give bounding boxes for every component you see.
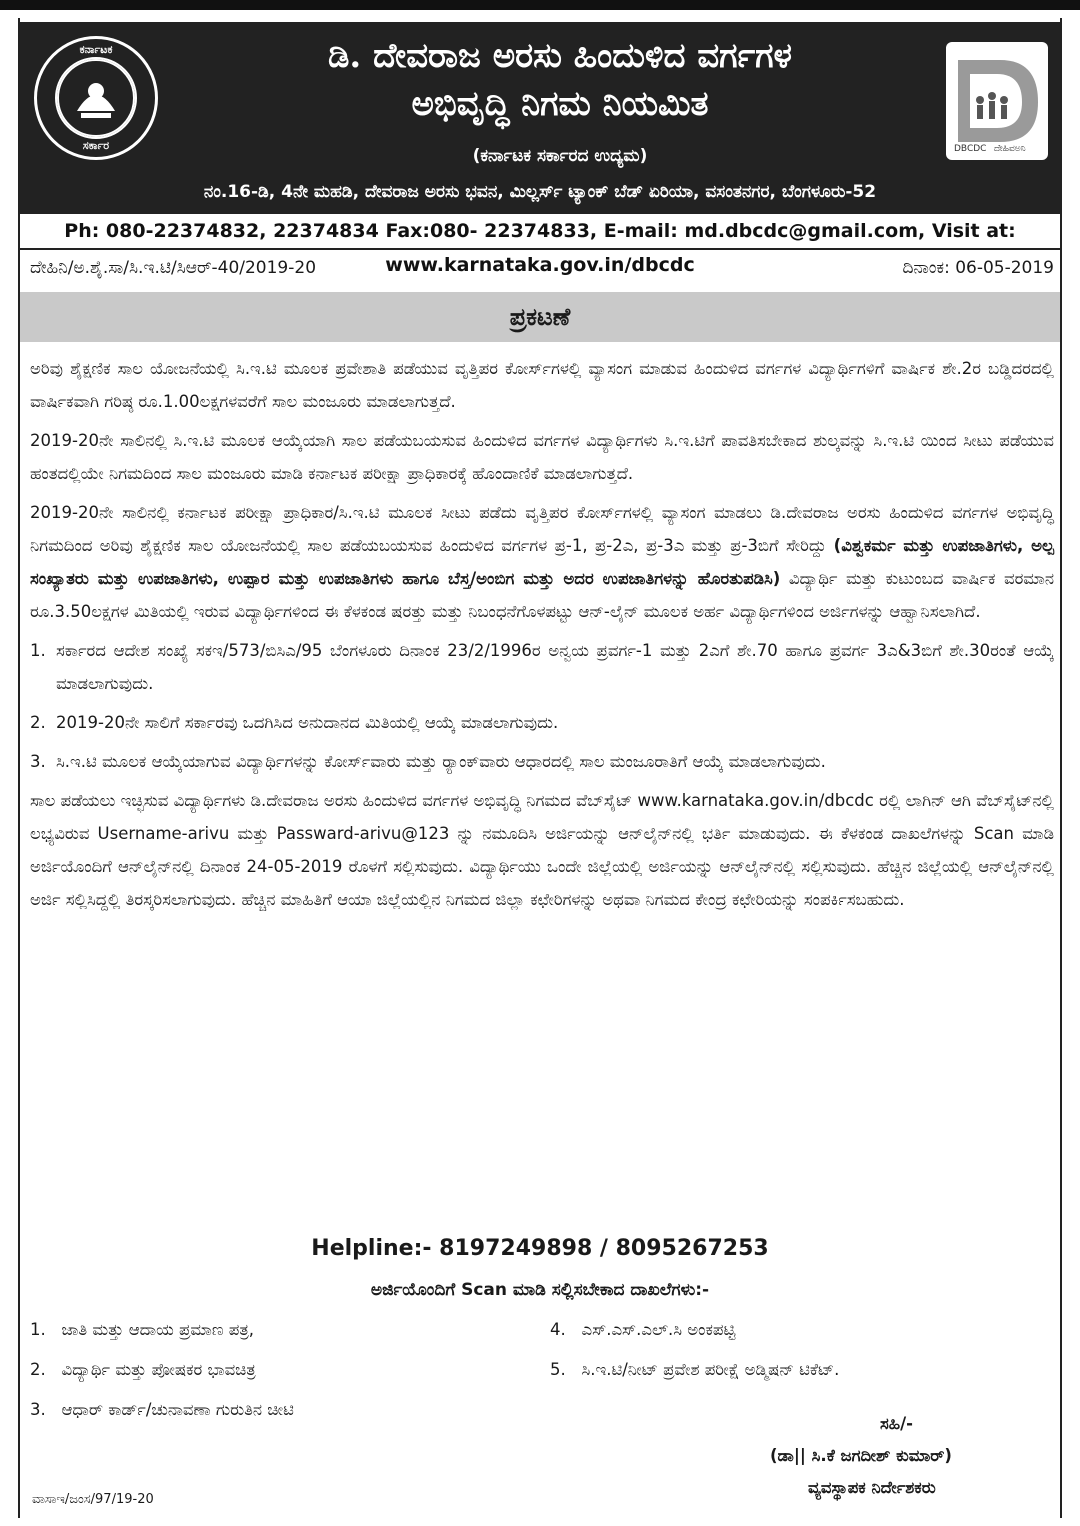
paragraph-4: ಸಾಲ ಪಡೆಯಲು ಇಚ್ಛಿಸುವ ವಿದ್ಯಾರ್ಥಿಗಳು ಡಿ.ದೇವರಾಜ ಅರಸು ಹಿಂದುಳಿದ ವರ್ಗಗಳ ಅಭಿವೃದ್ಧಿ ನಿಗಮದ ವೆಬ್‌ಸೈಟ್ www.karnataka.gov.in/dbcdc ರಲ್ಲಿ ಲಾಗಿನ್ ಆಗಿ ವೆಬ್‌ಸೈಟ್‌ನಲ್ಲಿ ಲಭ್ಯವಿರುವ Username-arivu ಮತ್ತು Passward-arivu@123 ನ್ನು ನಮೂದಿಸಿ ಅರ್ಜಿಯನ್ನು ಆನ್‌ಲೈನ್‌ನಲ್ಲಿ ಭರ್ತಿ ಮಾಡುವುದು. ಈ ಕೆಳಕಂಡ ದಾಖಲೆಗಳನ್ನು Scan ಮಾಡಿ ಅರ್ಜಿಯೊಂದಿಗೆ ಆನ್‌ಲೈನ್‌ನಲ್ಲಿ ದಿನಾಂಕ 24-05-2019 ರೊಳಗೆ ಸಲ್ಲಿಸುವುದು. ವಿದ್ಯಾರ್ಥಿಯು ಒಂದೇ ಜಿಲ್ಲೆಯಲ್ಲಿ ಅರ್ಜಿಯನ್ನು ಆನ್‌ಲೈನ್‌ನಲ್ಲಿ ಸಲ್ಲಿಸುವುದು. ಹೆಚ್ಚಿನ ಜಿಲ್ಲೆಯಲ್ಲಿ ಆನ್‌ಲೈನ್‌ನಲ್ಲಿ ಅರ್ಜಿ ಸಲ್ಲಿಸಿದ್ದಲ್ಲಿ ತಿರಸ್ಕರಿಸಲಾಗುವುದು. ಹೆಚ್ಚಿನ ಮಾಹಿತಿಗೆ ಆಯಾ ಜಿಲ್ಲೆಯಲ್ಲಿನ ನಿಗಮದ ಜಿಲ್ಲಾ ಕಛೇರಿಗಳನ್ನು ಅಥವಾ ನಿಗಮದ ಕೇಂದ್ರ ಕಛೇರಿಯನ್ನು ಸಂಪರ್ಕಿಸಬಹುದು. (30, 791, 1054, 909)
list-item: 1. ಜಾತಿ ಮತ್ತು ಆದಾಯ ಪ್ರಮಾಣ ಪತ್ರ, (30, 1320, 255, 1339)
org-title-line2: ಅಭಿವೃದ್ಧಿ ನಿಗಮ ನಿಯಮಿತ (411, 84, 709, 124)
list-item: 2. 2019-20ನೇ ಸಾಲಿಗೆ ಸರ್ಕಾರವು ಒದಗಿಸಿದ ಅನುದಾನದ ಮಿತಿಯಲ್ಲಿ ಆಯ್ಕೆ ಮಾಡಲಾಗುವುದು. (30, 713, 559, 732)
list-item: 1. ಸರ್ಕಾರದ ಆದೇಶ ಸಂಖ್ಯೆ ಸಕಇ/573/ಬಿಸಿಎ/95 ಬೆಂಗಳೂರು ದಿನಾಂಕ 23/2/1996ರ ಅನ್ವಯ ಪ್ರವರ್ಗ-1 ಮತ್ತು 2ಎಗೆ ಶೇ.70 ಹಾಗೂ ಪ್ರವರ್ಗ 3ಎ&3ಬಿಗೆ ಶೇ.30ರಂತೆ ಆಯ್ಕೆ ಮಾಡಲಾಗುವುದು. (30, 641, 1054, 693)
karnataka-seal-logo (34, 36, 158, 160)
seal-text-top: ಕರ್ನಾಟಕ (79, 43, 113, 56)
list-item: 4. ಎಸ್.ಎಸ್.ಎಲ್.ಸಿ ಅಂಕಪಟ್ಟಿ (550, 1320, 736, 1339)
paragraph-3c: ವಿದ್ಯಾರ್ಥಿ ಮತ್ತು ಕುಟುಂಬದ ವಾರ್ಷಿಕ ವರಮಾನ ರೂ.3.50ಲಕ್ಷಗಳ ಮಿತಿಯಲ್ಲಿ ಇರುವ ವಿದ್ಯಾರ್ಥಿಗಳಿಂದ ಈ ಕೆಳಕಂಡ ಷರತ್ತು ಮತ್ತು ನಿಬಂಧನೆಗೊಳಪಟ್ಟು ಆನ್-ಲೈನ್ ಮೂಲಕ ಅರ್ಹ ವಿದ್ಯಾರ್ಥಿಗಳಿಂದ ಅರ್ಜಿಗಳನ್ನು ಆಹ್ವಾನಿಸಲಾಗಿದೆ. (30, 569, 1054, 621)
paragraph-3a: 2019-20ನೇ ಸಾಲಿನಲ್ಲಿ ಕರ್ನಾಟಕ ಪರೀಕ್ಷಾ ಪ್ರಾಧಿಕಾರ/ಸಿ.ಇ.ಟಿ ಮೂಲಕ ಸೀಟು ಪಡೆದು ವೃತ್ತಿಪರ ಕೋರ್ಸ್‌ಗಳಲ್ಲಿ ವ್ಯಾಸಂಗ ಮಾಡಲು ಡಿ.ದೇವರಾಜ ಅರಸು ಹಿಂದುಳಿದ ವರ್ಗಗಳ ಅಭಿವೃದ್ಧಿ ನಿಗಮದಿಂದ ಅರಿವು ಶೈಕ್ಷಣಿಕ ಸಾಲ ಯೋಜನೆಯಲ್ಲಿ ಸಾಲ ಪಡೆಯಬಯಸುವ ಹಿಂದುಳಿದ ವರ್ಗಗಳ ಪ್ರ-1, ಪ್ರ-2ಎ, ಪ್ರ-3ಎ ಮತ್ತು ಪ್ರ-3ಬಿಗೆ ಸೇರಿದ್ದು (30, 503, 1054, 555)
org-contact: Ph: 080-22374832, 22374834 Fax:080- 22374833, E-mail: md.dbcdc@gmail.com, Visit at: www.karnataka.gov.in/dbcdc (20, 214, 1060, 250)
list-item: 2. ವಿದ್ಯಾರ್ಥಿ ಮತ್ತು ಪೋಷಕರ ಭಾವಚಿತ್ರ (30, 1360, 256, 1379)
paragraph-3 (30, 496, 1054, 628)
dbcdc-logo-icon (946, 42, 1048, 160)
org-title-line1: ಡಿ. ದೇವರಾಜ ಅರಸು ಹಿಂದುಳಿದ ವರ್ಗಗಳ (327, 36, 793, 76)
paragraph-1: ಅರಿವು ಶೈಕ್ಷಣಿಕ ಸಾಲ ಯೋಜನೆಯಲ್ಲಿ ಸಿ.ಇ.ಟಿ ಮೂಲಕ ಪ್ರವೇಶಾತಿ ಪಡೆಯುವ ವೃತ್ತಿಪರ ಕೋರ್ಸ್‌ಗಳಲ್ಲಿ ವ್ಯಾಸಂಗ ಮಾಡುವ ಹಿಂದುಳಿದ ವರ್ಗಗಳ ವಿದ್ಯಾರ್ಥಿಗಳಿಗೆ ವಾರ್ಷಿಕ ಶೇ.2ರ ಬಡ್ಡಿದರದಲ್ಲಿ ವಾರ್ಷಿಕವಾಗಿ ಗರಿಷ್ಠ ರೂ.1.00ಲಕ್ಷಗಳವರೆಗೆ ಸಾಲ ಮಂಜೂರು ಮಾಡಲಾಗುತ್ತದೆ. (30, 359, 1054, 411)
list-item: 3. ಆಧಾರ್ ಕಾರ್ಡ್/ಚುನಾವಣಾ ಗುರುತಿನ ಚೀಟಿ (30, 1400, 294, 1419)
seal-text-bottom: ಸರ್ಕಾರ (82, 139, 110, 152)
list-item: 3. ಸಿ.ಇ.ಟಿ ಮೂಲಕ ಆಯ್ಕೆಯಾಗುವ ವಿದ್ಯಾರ್ಥಿಗಳನ್ನು ಕೋರ್ಸ್‌ವಾರು ಮತ್ತು ರ್‍ಯಾಂಕ್‌ವಾರು ಆಧಾರದಲ್ಲಿ ಸಾಲ ಮಂಜೂರಾತಿಗೆ ಆಯ್ಕೆ ಮಾಡಲಾಗುವುದು. (30, 752, 826, 771)
list-item: 5. ಸಿ.ಇ.ಟಿ/ನೀಟ್ ಪ್ರವೇಶ ಪರೀಕ್ಷೆ ಅಡ್ಮಿಷನ್ ಟಿಕೆಟ್. (550, 1360, 840, 1379)
conditions-list (30, 634, 1054, 778)
dbcdc-logo (946, 42, 1048, 160)
reference-date: ದಿನಾಂಕ: 06-05-2019 (902, 258, 1054, 278)
reference-row (30, 258, 1054, 278)
helpline: Helpline:- 8197249898 / 8095267253 (311, 1236, 769, 1261)
logo-text: DBCDC (954, 144, 987, 154)
org-address: ನಂ.16-ಡಿ, 4ನೇ ಮಹಡಿ, ದೇವರಾಜ ಅರಸು ಭವನ, ಮಿಲ್ಲರ್ಸ್ ಟ್ಯಾಂಕ್ ಬೆಡ್ ಏರಿಯಾ, ವಸಂತನಗರ, ಬೆಂಗಳೂರು-52 (203, 182, 877, 202)
org-subtitle: (ಕರ್ನಾಟಕ ಸರ್ಕಾರದ ಉದ್ಯಮ) (472, 146, 648, 166)
paragraph-2: 2019-20ನೇ ಸಾಲಿನಲ್ಲಿ ಸಿ.ಇ.ಟಿ ಮೂಲಕ ಆಯ್ಕೆಯಾಗಿ ಸಾಲ ಪಡೆಯಬಯಸುವ ಹಿಂದುಳಿದ ವರ್ಗಗಳ ವಿದ್ಯಾರ್ಥಿಗಳು ಸಿ.ಇ.ಟಿಗೆ ಪಾವತಿಸಬೇಕಾದ ಶುಲ್ಕವನ್ನು ಸಿ.ಇ.ಟಿ ಯಿಂದ ಸೀಟು ಪಡೆಯುವ ಹಂತದಲ್ಲಿಯೇ ನಿಗಮದಿಂದ ಸಾಲ ಮಂಜೂರು ಮಾಡಿ ಕರ್ನಾಟಕ ಪರೀಕ್ಷಾ ಪ್ರಾಧಿಕಾರಕ್ಕೆ ಹೊಂದಾಣಿಕೆ ಮಾಡಲಾಗುತ್ತದೆ. (30, 431, 1054, 483)
footer-code: ವಾಸಾಇ/ಜಂಸ/97/19-20 (32, 1492, 154, 1507)
top-border (0, 0, 1080, 10)
logo-text-kn: ದೇಹಿವಅನಿ (994, 144, 1026, 154)
signatory-designation: ವ್ಯವಸ್ಥಾಪಕ ನಿರ್ದೇಶಕರು (808, 1478, 936, 1497)
reference-number: ದೇಹಿನಿ/ಅ.ಶೈ.ಸಾ/ಸಿ.ಇ.ಟಿ/ಸಿಆರ್-40/2019-20 (30, 258, 317, 278)
notice-body (30, 352, 1054, 922)
signature-sd: ಸಹಿ/- (880, 1414, 913, 1433)
notification-banner: ಪ್ರಕಟಣೆ (20, 292, 1060, 342)
documents-title: ಅರ್ಜಿಯೊಂದಿಗೆ Scan ಮಾಡಿ ಸಲ್ಲಿಸಬೇಕಾದ ದಾಖಲೆಗಳು:- (370, 1280, 710, 1300)
signatory-name: (ಡಾ|| ಸಿ.ಕೆ ಜಗದೀಶ್ ಕುಮಾರ್) (770, 1446, 952, 1465)
paragraph-3b: (ವಿಶ್ವಕರ್ಮ ಮತ್ತು ಉಪಜಾತಿಗಳು, ಅಲ್ಪ ಸಂಖ್ಯಾತರು ಮತ್ತು ಉಪಜಾತಿಗಳು, ಉಪ್ಪಾರ ಮತ್ತು ಉಪಜಾತಿಗಳು ಹಾಗೂ ಬೆಸ್ತ/ಅಂಬಿಗ ಮತ್ತು ಅದರ ಉಪಜಾತಿಗಳನ್ನು ಹೊರತುಪಡಿಸಿ) (30, 536, 1054, 588)
seal-inner-ring (57, 59, 135, 137)
